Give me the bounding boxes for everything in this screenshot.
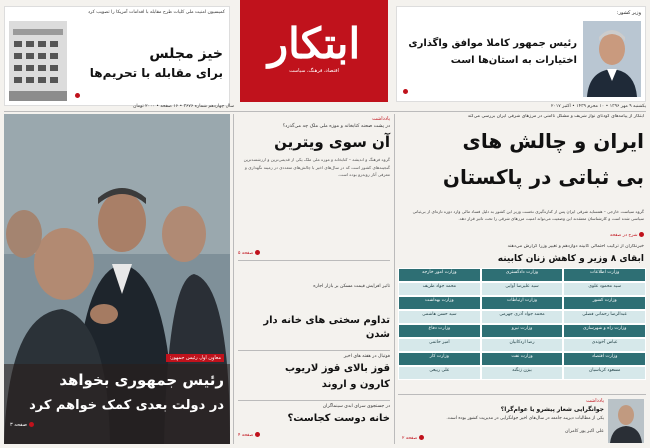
divider-top	[4, 111, 646, 112]
top-right-headline-1[interactable]: رئیس جمهور کاملا موافق واگذاری	[408, 38, 577, 49]
cabinet-cell: سید علیرضا آوایی	[481, 282, 564, 296]
masthead-tagline: اقتصاد، فرهنگ، سیاست	[289, 68, 339, 74]
center-divider-3	[238, 400, 390, 401]
cabinet-cell: وزارت اقتصاد	[563, 352, 646, 366]
cabinet-cell: سید محمود علوی	[563, 282, 646, 296]
center-more-2-label: صفحه ۴	[238, 433, 254, 438]
bottom-right-headline[interactable]: جوانگرایی شعار پیشرو یا عوام‌گرا؟	[500, 406, 604, 413]
masthead-logo[interactable]: ابتکار	[267, 19, 361, 68]
photo-story[interactable]	[4, 114, 230, 444]
main-more-icon	[639, 232, 644, 237]
center-sub4-kicker: در جستجوی سرای ابدی سینماگران	[322, 404, 390, 409]
bottom-right-more-icon	[419, 435, 424, 440]
top-right-headline-2[interactable]: اختیارات به استان‌ها است	[450, 55, 577, 66]
cabinet-cell: وزارت راه و شهرسازی	[563, 324, 646, 338]
top-left-kicker: کمیسیون امنیت ملی کلیات طرح مقابله با اقدامات آمریکا را تصویب کرد	[88, 10, 225, 15]
photo-story-more[interactable]	[10, 422, 34, 428]
center-more-1-icon	[255, 250, 260, 255]
cabinet-cell: محمد جواد ظریف	[398, 282, 481, 296]
top-right-story[interactable]	[396, 6, 646, 102]
cabinet-box	[398, 244, 646, 390]
main-kicker: ابتکار از پیامدهای کودتای نواز شریف و مشکل ناامنی در مرزهای شرقی ایران بررسی می‌کند	[467, 114, 644, 119]
center-sub3[interactable]: قوز بالای قوز لاریوب	[285, 363, 390, 374]
cabinet-cell: علی ربیعی	[398, 366, 481, 380]
main-story[interactable]	[398, 114, 646, 242]
date-line: یکشنبه ۹ مهر ۱۳۹۶ • ۱۰ محرم ۱۴۳۹ • اکتبر ۲۰۱۷	[551, 104, 646, 109]
cabinet-meeting-photo	[4, 114, 230, 444]
top-right-kicker: وزیر کشور:	[616, 10, 641, 16]
cabinet-cell: بیژن زنگنه	[481, 366, 564, 380]
cabinet-headline[interactable]: ابقای ۸ وزیر و کاهش زنان کابینه	[497, 254, 644, 264]
cabinet-intro: خبرنگاران از ترکیب احتمالی کابینه دوازدهم و تغییر وزرا گزارش می‌دهند	[507, 244, 644, 249]
cabinet-cell: وزارت ارتباطات	[481, 296, 564, 310]
cabinet-cell: وزارت نیرو	[481, 324, 564, 338]
photo-story-headline-1[interactable]: رئیس جمهوری بخواهد	[59, 371, 224, 389]
cabinet-cell: رضا اردکانیان	[481, 338, 564, 352]
center-more-1[interactable]	[238, 250, 260, 256]
bottom-right-note[interactable]	[398, 394, 646, 444]
cabinet-table	[398, 268, 646, 380]
parliament-photo-icon	[9, 21, 67, 101]
cabinet-cell: عبدالرضا رحمانی فضلی	[563, 310, 646, 324]
center-body: گروه فرهنگ و اندیشه – کتابخانه و موزه ملی ملک یکی از قدیمی‌ترین و ارزشمندترین گنجینه‌های کشور است که در سال‌های اخیر با چالش‌های متعددی در زمینه نگهداری و معرفی آثار روبه‌رو بوده است.	[243, 157, 390, 177]
cabinet-cell: امیر حاتمی	[398, 338, 481, 352]
cabinet-cell: وزارت کار	[398, 352, 481, 366]
center-sub2-kicker: تاثیر افزایش قیمت مسکن بر بازار اجاره	[313, 284, 390, 289]
cabinet-cell: مسعود کرباسیان	[563, 366, 646, 380]
center-more-1-label: صفحه ۵	[238, 251, 254, 256]
center-more-2[interactable]	[238, 432, 260, 438]
cabinet-cell: وزارت بهداشت	[398, 296, 481, 310]
main-more-label: شرح در صفحه	[609, 233, 638, 238]
photo-story-headline-2[interactable]: در دولت بعدی کمک خواهم کرد	[29, 398, 224, 413]
col-divider-1	[233, 114, 234, 444]
main-body: گروه سیاست خارجی – همسایه شرقی ایران پس از کناره‌گیری نخست وزیر این کشور به دلیل فساد مالی وارد دوره تازه‌ای از بی‌ثباتی سیاسی شده است و کارشناسان معتقدند این وضعیت می‌تواند امنیت مرزهای شرقی را تحت تاثیر قرار دهد.	[412, 209, 644, 221]
center-headline[interactable]: آن سوی ویترین	[274, 133, 390, 151]
cabinet-cell: وزارت امور خارجه	[398, 268, 481, 282]
minister-portrait-icon	[583, 21, 641, 97]
author-portrait-icon	[608, 399, 644, 443]
cabinet-cell: وزارت کشور	[563, 296, 646, 310]
center-sub2[interactable]: تداوم سختی های خانه دار شدن	[263, 315, 390, 340]
main-more[interactable]	[610, 232, 644, 238]
bottom-right-more-label: صفحه ۲	[402, 436, 418, 441]
top-left-marker-icon	[75, 93, 80, 98]
center-sub3b[interactable]: کارون و اروند	[321, 379, 390, 390]
photo-story-marker-icon	[29, 422, 34, 427]
center-sub3-kicker: فوتبال در هفته های اخیر	[343, 354, 390, 359]
top-left-story[interactable]	[4, 6, 230, 106]
center-sub: در پشت صحنه کتابخانه و موزه ملی ملک چه می‌گذرد؟	[282, 124, 390, 129]
center-more-2-icon	[255, 432, 260, 437]
photo-story-kicker: معاون اول رئیس جمهور:	[166, 354, 224, 362]
masthead	[240, 0, 388, 102]
center-sub4[interactable]: خانه دوست کجاست؟	[287, 413, 390, 424]
main-headline-2[interactable]: بی ثباتی در پاکستان	[442, 165, 644, 189]
center-divider-1	[238, 260, 390, 261]
center-divider-2	[238, 350, 390, 351]
cabinet-cell: وزارت دادگستری	[481, 268, 564, 282]
top-left-headline-1[interactable]: خیز مجلس	[149, 46, 223, 62]
bottom-right-label: یادداشت	[586, 398, 604, 404]
top-right-marker-icon	[403, 89, 408, 94]
photo-story-more-label: صفحه ۳	[10, 422, 27, 428]
bottom-right-author: علی اکبر پور کامران	[565, 429, 604, 434]
center-kicker: یادداشت	[372, 116, 390, 122]
bottom-right-more[interactable]	[402, 435, 424, 441]
cabinet-cell: وزارت اطلاعات	[563, 268, 646, 282]
center-column	[236, 114, 392, 444]
cabinet-cell: عباس آخوندی	[563, 338, 646, 352]
top-left-headline-2[interactable]: برای مقابله با تحریم‌ها	[89, 66, 223, 80]
cabinet-cell: وزارت نفت	[481, 352, 564, 366]
col-divider-2	[394, 114, 395, 444]
cabinet-cell: وزارت دفاع	[398, 324, 481, 338]
cabinet-cell: محمد جواد آذری جهرمی	[481, 310, 564, 324]
main-headline-1[interactable]: ایران و چالش های	[462, 129, 644, 153]
cabinet-cell: سید حسن هاشمی	[398, 310, 481, 324]
issue-line: سال چهاردهم شماره ۳۶۷۶ • ۱۶ صفحه • ۲۰۰۰ تومان	[133, 104, 234, 109]
bottom-right-body: یکی از مطالبات دیرینه جامعه در سال‌های اخیر جوانگرایی در مدیریت کشور بوده است.	[446, 416, 604, 421]
